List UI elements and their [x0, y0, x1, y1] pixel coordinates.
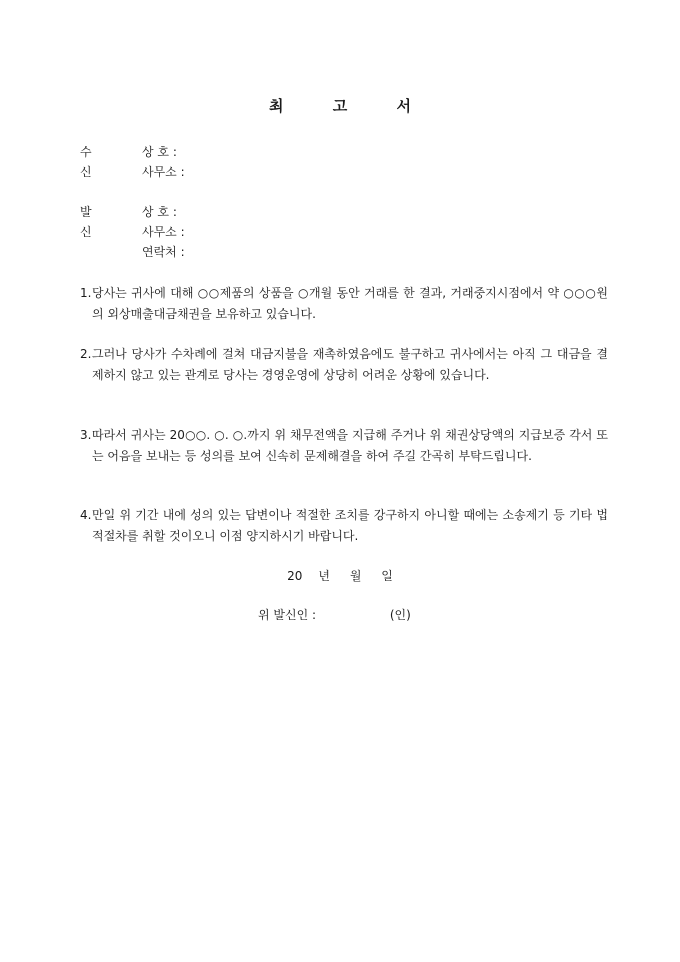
- signature-line: [258, 606, 411, 623]
- paragraph-number: 3.: [80, 428, 92, 442]
- date-month-unit: 월: [349, 569, 362, 583]
- paragraph-number: 2.: [80, 347, 92, 361]
- recipient-label: 수 신: [80, 145, 98, 179]
- sender-company-line: 상 호 :: [142, 205, 177, 219]
- sender-office-line: 사무소 :: [142, 225, 185, 239]
- paragraph-3: [80, 425, 608, 466]
- paragraph-text: 당사는 귀사에 대해 ○○제품의 상품을 ○개월 동안 거래를 한 결과, 거래중지시점에서 약 ○○○원의 외상매출대금채권을 보유하고 있습니다.: [92, 286, 608, 321]
- recipient-office-line: 사무소 :: [142, 165, 185, 179]
- signature-label: 위 발신인 :: [258, 608, 317, 622]
- sender-label: 발 신: [80, 205, 98, 239]
- paragraph-text: 그러나 당사가 수차례에 걸쳐 대금지불을 재촉하였음에도 불구하고 귀사에서는 아직 그 대금을 결제하지 않고 있는 관계로 당사는 경영운영에 상당히 어려운 상황에 있습니다.: [92, 347, 608, 382]
- paragraph-4: [80, 505, 608, 546]
- date-year: 20: [287, 569, 303, 583]
- sender-contact-line: 연락처 :: [142, 245, 185, 259]
- date-line: [0, 567, 680, 584]
- date-year-unit: 년: [318, 569, 331, 583]
- date-day-unit: 일: [381, 569, 393, 583]
- paragraph-text: 따라서 귀사는 20○○. ○. ○.까지 위 채무전액을 지급해 주거나 위 채권상당액의 지급보증 각서 또는 어음을 보내는 등 성의를 보여 신속히 문제해결을 하여 주길 간곡히 부탁드립니다.: [92, 428, 608, 463]
- paragraph-2: [80, 344, 608, 385]
- paragraph-1: [80, 283, 608, 324]
- paragraph-number: 1.: [80, 286, 92, 300]
- seal-mark: (인): [389, 608, 411, 622]
- paragraph-text: 만일 위 기간 내에 성의 있는 답변이나 적절한 조치를 강구하지 아니할 때에는 소송제기 등 기타 법적절차를 취할 것이오니 이점 양지하시기 바랍니다.: [92, 508, 608, 543]
- recipient-company-line: 상 호 :: [142, 145, 177, 159]
- paragraph-number: 4.: [80, 508, 92, 522]
- document-title: 최 고 서: [269, 97, 433, 115]
